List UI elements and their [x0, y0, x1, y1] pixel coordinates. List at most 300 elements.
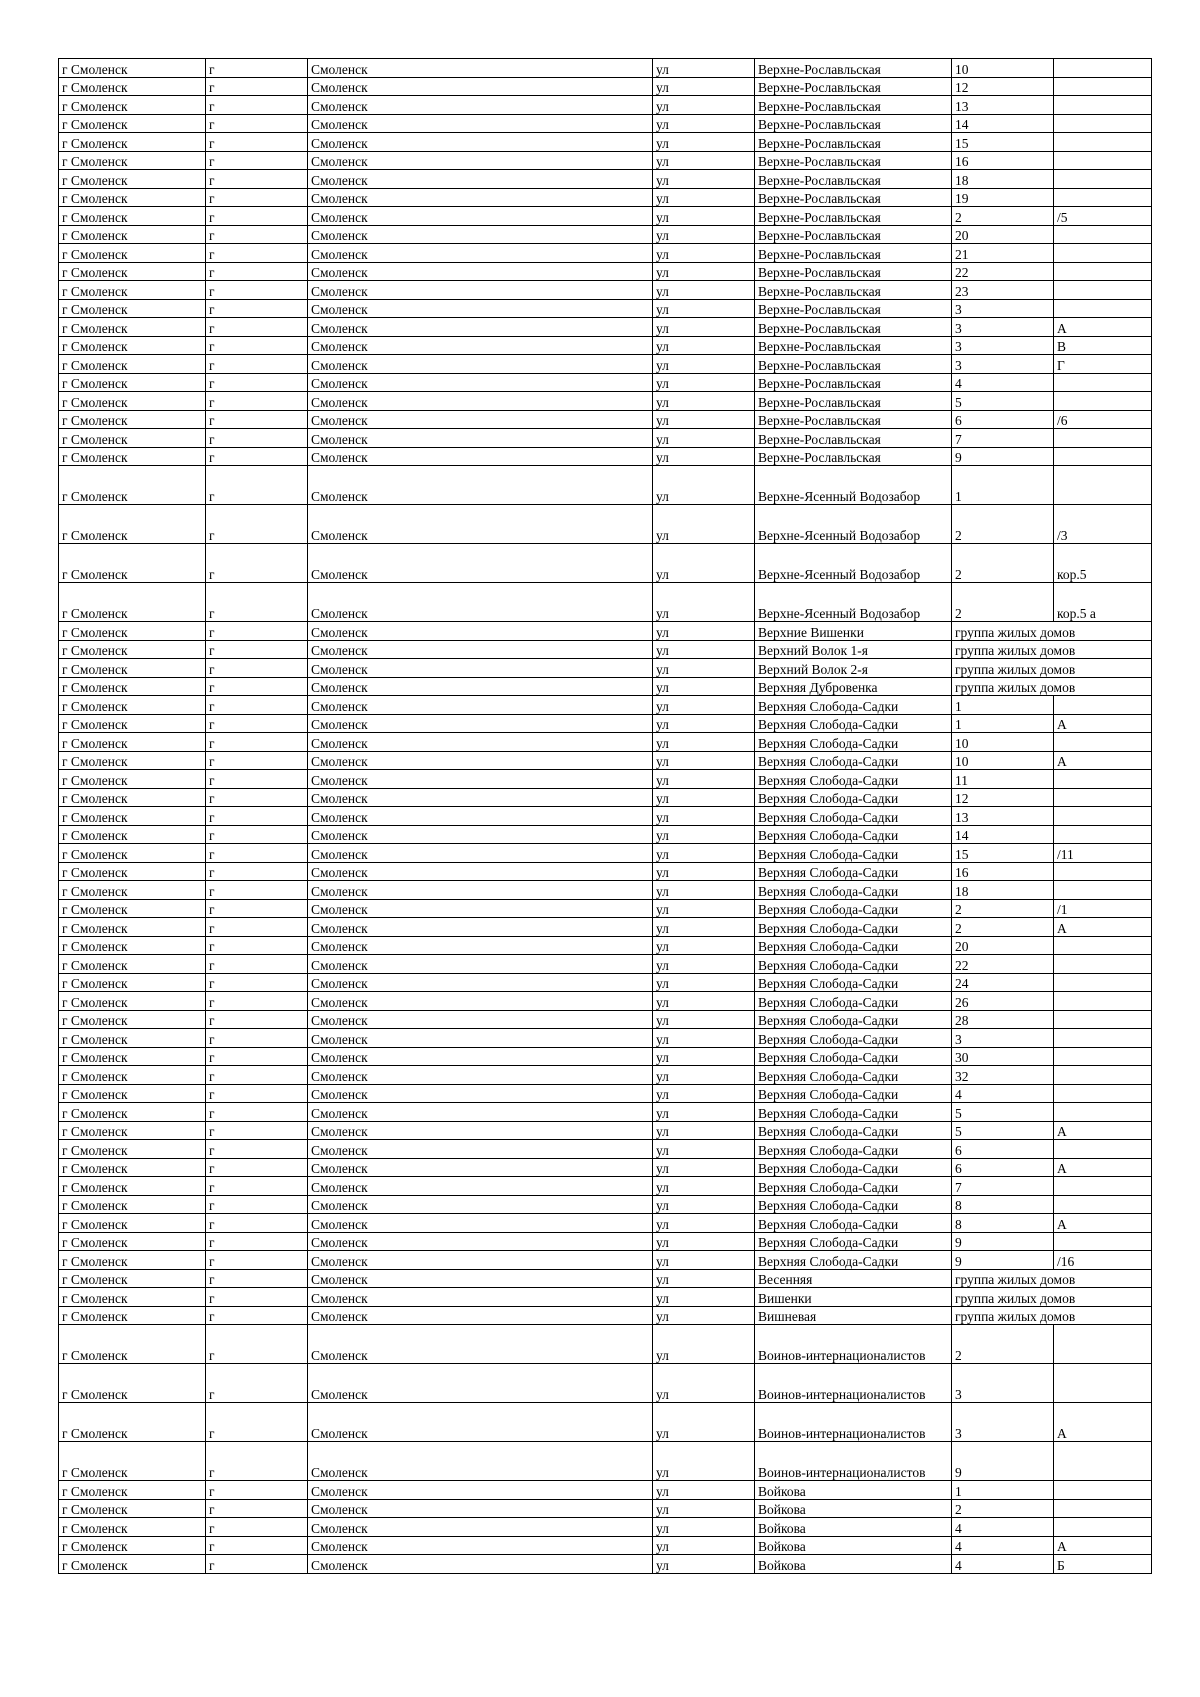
cell-city: Смоленск: [308, 825, 653, 844]
cell-city: Смоленск: [308, 1140, 653, 1159]
cell-region: г Смоленск: [59, 1121, 206, 1140]
cell-city: Смоленск: [308, 622, 653, 641]
cell-type: г: [206, 1140, 308, 1159]
cell-street: Верхне-Рославльская: [755, 59, 952, 78]
cell-city: Смоленск: [308, 1518, 653, 1537]
cell-city: Смоленск: [308, 318, 653, 337]
cell-type: г: [206, 881, 308, 900]
cell-street-type: ул: [653, 973, 755, 992]
cell-region: г Смоленск: [59, 1084, 206, 1103]
cell-house: группа жилых домов: [952, 640, 1152, 659]
cell-house: 12: [952, 788, 1054, 807]
cell-city: Смоленск: [308, 677, 653, 696]
cell-region: г Смоленск: [59, 751, 206, 770]
cell-city: Смоленск: [308, 1066, 653, 1085]
table-row: [59, 844, 1152, 863]
cell-house: 32: [952, 1066, 1054, 1085]
cell-street-type: ул: [653, 677, 755, 696]
cell-city: Смоленск: [308, 899, 653, 918]
cell-city: Смоленск: [308, 696, 653, 715]
cell-extra: [1054, 955, 1152, 974]
table-row: [59, 170, 1152, 189]
cell-extra: А: [1054, 1536, 1152, 1555]
cell-region: г Смоленск: [59, 583, 206, 622]
cell-street: Верхняя Слобода-Садки: [755, 770, 952, 789]
cell-type: г: [206, 151, 308, 170]
cell-extra: [1054, 447, 1152, 466]
cell-city: Смоленск: [308, 583, 653, 622]
cell-extra: /5: [1054, 207, 1152, 226]
cell-house: 15: [952, 133, 1054, 152]
cell-region: г Смоленск: [59, 1306, 206, 1325]
cell-extra: А: [1054, 1403, 1152, 1442]
cell-street-type: ул: [653, 1442, 755, 1481]
cell-city: Смоленск: [308, 1084, 653, 1103]
cell-city: Смоленск: [308, 1177, 653, 1196]
cell-extra: [1054, 1364, 1152, 1403]
cell-house: 19: [952, 188, 1054, 207]
cell-region: г Смоленск: [59, 659, 206, 678]
cell-street: Верхне-Рославльская: [755, 114, 952, 133]
cell-house: 4: [952, 373, 1054, 392]
cell-street-type: ул: [653, 936, 755, 955]
table-row: [59, 751, 1152, 770]
cell-city: Смоленск: [308, 59, 653, 78]
cell-type: г: [206, 788, 308, 807]
cell-extra: А: [1054, 918, 1152, 937]
cell-house: 9: [952, 1232, 1054, 1251]
cell-region: г Смоленск: [59, 770, 206, 789]
cell-house: 3: [952, 1364, 1054, 1403]
cell-extra: [1054, 788, 1152, 807]
cell-type: г: [206, 1364, 308, 1403]
table-row: [59, 770, 1152, 789]
cell-street-type: ул: [653, 1140, 755, 1159]
cell-street-type: ул: [653, 807, 755, 826]
cell-type: г: [206, 1442, 308, 1481]
cell-extra: Б: [1054, 1555, 1152, 1574]
cell-street-type: ул: [653, 207, 755, 226]
cell-region: г Смоленск: [59, 373, 206, 392]
table-row: [59, 544, 1152, 583]
cell-house: 4: [952, 1518, 1054, 1537]
cell-street: Верхне-Рославльская: [755, 318, 952, 337]
cell-city: Смоленск: [308, 659, 653, 678]
cell-type: г: [206, 862, 308, 881]
cell-street: Верхняя Слобода-Садки: [755, 1029, 952, 1048]
cell-house: 2: [952, 505, 1054, 544]
table-row: [59, 1555, 1152, 1574]
cell-region: г Смоленск: [59, 1364, 206, 1403]
cell-extra: [1054, 1010, 1152, 1029]
cell-city: Смоленск: [308, 96, 653, 115]
cell-street: Верхне-Рославльская: [755, 151, 952, 170]
cell-city: Смоленск: [308, 1103, 653, 1122]
cell-street-type: ул: [653, 862, 755, 881]
cell-type: г: [206, 77, 308, 96]
cell-region: г Смоленск: [59, 696, 206, 715]
cell-city: Смоленск: [308, 336, 653, 355]
cell-house: 6: [952, 1140, 1054, 1159]
table-row: [59, 151, 1152, 170]
cell-region: г Смоленск: [59, 1047, 206, 1066]
cell-extra: [1054, 1084, 1152, 1103]
cell-region: г Смоленск: [59, 992, 206, 1011]
cell-region: г Смоленск: [59, 299, 206, 318]
cell-house: 10: [952, 751, 1054, 770]
cell-region: г Смоленск: [59, 244, 206, 263]
cell-type: г: [206, 207, 308, 226]
table-row: [59, 133, 1152, 152]
table-row: [59, 881, 1152, 900]
cell-street: Верхне-Рославльская: [755, 373, 952, 392]
cell-extra: [1054, 1195, 1152, 1214]
cell-region: г Смоленск: [59, 1442, 206, 1481]
cell-extra: А: [1054, 714, 1152, 733]
cell-type: г: [206, 825, 308, 844]
cell-extra: [1054, 825, 1152, 844]
cell-street: Верхне-Рославльская: [755, 96, 952, 115]
cell-street-type: ул: [653, 881, 755, 900]
cell-region: г Смоленск: [59, 96, 206, 115]
cell-type: г: [206, 751, 308, 770]
cell-extra: [1054, 1325, 1152, 1364]
cell-house: 3: [952, 1029, 1054, 1048]
cell-region: г Смоленск: [59, 392, 206, 411]
cell-street-type: ул: [653, 1232, 755, 1251]
cell-type: г: [206, 918, 308, 937]
cell-extra: [1054, 807, 1152, 826]
cell-region: г Смоленск: [59, 881, 206, 900]
cell-type: г: [206, 992, 308, 1011]
cell-region: г Смоленск: [59, 1010, 206, 1029]
cell-street: Верхняя Слобода-Садки: [755, 973, 952, 992]
cell-street: Верхние Вишенки: [755, 622, 952, 641]
cell-extra: Г: [1054, 355, 1152, 374]
cell-house: 7: [952, 429, 1054, 448]
table-row: [59, 862, 1152, 881]
table-row: [59, 77, 1152, 96]
cell-house: 2: [952, 1499, 1054, 1518]
cell-house: 3: [952, 299, 1054, 318]
cell-street: Верхняя Слобода-Садки: [755, 1084, 952, 1103]
cell-street: Верхняя Слобода-Садки: [755, 1103, 952, 1122]
cell-street-type: ул: [653, 1121, 755, 1140]
cell-extra: /11: [1054, 844, 1152, 863]
table-row: [59, 1325, 1152, 1364]
cell-region: г Смоленск: [59, 318, 206, 337]
cell-type: г: [206, 659, 308, 678]
table-row: [59, 677, 1152, 696]
cell-region: г Смоленск: [59, 1140, 206, 1159]
cell-street: Верхний Волок 1-я: [755, 640, 952, 659]
cell-house: 5: [952, 1121, 1054, 1140]
table-row: [59, 1306, 1152, 1325]
cell-street: Верхне-Ясенный Водозабор: [755, 466, 952, 505]
table-row: [59, 429, 1152, 448]
cell-region: г Смоленск: [59, 1269, 206, 1288]
table-row: [59, 244, 1152, 263]
cell-street-type: ул: [653, 992, 755, 1011]
cell-type: г: [206, 544, 308, 583]
table-row: [59, 973, 1152, 992]
cell-street-type: ул: [653, 733, 755, 752]
cell-extra: [1054, 1103, 1152, 1122]
cell-street: Верхняя Слобода-Садки: [755, 1121, 952, 1140]
cell-extra: [1054, 170, 1152, 189]
cell-type: г: [206, 1214, 308, 1233]
cell-house: 14: [952, 825, 1054, 844]
cell-house: 2: [952, 918, 1054, 937]
cell-street: Верхняя Слобода-Садки: [755, 992, 952, 1011]
cell-street-type: ул: [653, 640, 755, 659]
cell-house: 2: [952, 1325, 1054, 1364]
cell-street: Воинов-интернационалистов: [755, 1442, 952, 1481]
table-row: [59, 59, 1152, 78]
cell-house: 26: [952, 992, 1054, 1011]
cell-street: Верхняя Слобода-Садки: [755, 751, 952, 770]
cell-street: Верхняя Слобода-Садки: [755, 714, 952, 733]
cell-type: г: [206, 1481, 308, 1500]
cell-type: г: [206, 281, 308, 300]
table-row: [59, 373, 1152, 392]
cell-type: г: [206, 392, 308, 411]
cell-street-type: ул: [653, 355, 755, 374]
cell-city: Смоленск: [308, 1214, 653, 1233]
cell-extra: [1054, 225, 1152, 244]
cell-street-type: ул: [653, 299, 755, 318]
table-row: [59, 1518, 1152, 1537]
cell-house: 18: [952, 170, 1054, 189]
cell-type: г: [206, 1325, 308, 1364]
cell-street: Верхний Волок 2-я: [755, 659, 952, 678]
cell-street: Верхне-Рославльская: [755, 207, 952, 226]
cell-extra: /1: [1054, 899, 1152, 918]
cell-type: г: [206, 114, 308, 133]
cell-type: г: [206, 714, 308, 733]
cell-region: г Смоленск: [59, 1325, 206, 1364]
cell-street: Верхне-Рославльская: [755, 299, 952, 318]
table-row: [59, 936, 1152, 955]
table-row: [59, 1029, 1152, 1048]
cell-region: г Смоленск: [59, 1536, 206, 1555]
cell-extra: [1054, 1029, 1152, 1048]
cell-type: г: [206, 733, 308, 752]
cell-street-type: ул: [653, 955, 755, 974]
cell-city: Смоленск: [308, 1047, 653, 1066]
cell-region: г Смоленск: [59, 1481, 206, 1500]
cell-street: Верхне-Рославльская: [755, 355, 952, 374]
cell-type: г: [206, 1232, 308, 1251]
table-row: [59, 262, 1152, 281]
cell-house: 14: [952, 114, 1054, 133]
cell-type: г: [206, 1288, 308, 1307]
cell-house: 16: [952, 862, 1054, 881]
cell-street: Войкова: [755, 1555, 952, 1574]
cell-extra: [1054, 696, 1152, 715]
cell-street: Верхняя Слобода-Садки: [755, 788, 952, 807]
table-row: [59, 96, 1152, 115]
cell-house: группа жилых домов: [952, 1269, 1152, 1288]
cell-extra: [1054, 1518, 1152, 1537]
table-row: [59, 622, 1152, 641]
cell-street: Верхне-Ясенный Водозабор: [755, 583, 952, 622]
cell-extra: [1054, 1232, 1152, 1251]
table-row: [59, 466, 1152, 505]
cell-street-type: ул: [653, 1066, 755, 1085]
cell-extra: [1054, 281, 1152, 300]
cell-extra: [1054, 77, 1152, 96]
cell-region: г Смоленск: [59, 1029, 206, 1048]
table-row: [59, 696, 1152, 715]
cell-region: г Смоленск: [59, 622, 206, 641]
cell-street-type: ул: [653, 1499, 755, 1518]
cell-street: Верхняя Слобода-Садки: [755, 696, 952, 715]
table-row: [59, 992, 1152, 1011]
cell-street-type: ул: [653, 1536, 755, 1555]
cell-house: 12: [952, 77, 1054, 96]
cell-street: Верхняя Слобода-Садки: [755, 918, 952, 937]
table-row: [59, 1121, 1152, 1140]
cell-extra: [1054, 466, 1152, 505]
cell-extra: [1054, 936, 1152, 955]
table-row: [59, 955, 1152, 974]
cell-region: г Смоленск: [59, 466, 206, 505]
cell-city: Смоленск: [308, 114, 653, 133]
cell-house: 1: [952, 466, 1054, 505]
cell-type: г: [206, 59, 308, 78]
cell-city: Смоленск: [308, 355, 653, 374]
cell-type: г: [206, 696, 308, 715]
table-row: [59, 659, 1152, 678]
cell-extra: [1054, 373, 1152, 392]
cell-house: 4: [952, 1084, 1054, 1103]
cell-type: г: [206, 1066, 308, 1085]
cell-region: г Смоленск: [59, 899, 206, 918]
cell-house: 13: [952, 96, 1054, 115]
cell-street-type: ул: [653, 244, 755, 263]
cell-region: г Смоленск: [59, 544, 206, 583]
cell-street-type: ул: [653, 1084, 755, 1103]
cell-extra: А: [1054, 318, 1152, 337]
table-row: [59, 1499, 1152, 1518]
table-row: [59, 1232, 1152, 1251]
cell-city: Смоленск: [308, 881, 653, 900]
cell-house: 8: [952, 1195, 1054, 1214]
cell-region: г Смоленск: [59, 733, 206, 752]
cell-type: г: [206, 807, 308, 826]
cell-city: Смоленск: [308, 133, 653, 152]
cell-street: Верхне-Рославльская: [755, 170, 952, 189]
cell-region: г Смоленск: [59, 1195, 206, 1214]
table-row: [59, 447, 1152, 466]
cell-type: г: [206, 936, 308, 955]
cell-type: г: [206, 1121, 308, 1140]
cell-type: г: [206, 622, 308, 641]
cell-type: г: [206, 583, 308, 622]
table-row: [59, 714, 1152, 733]
cell-region: г Смоленск: [59, 677, 206, 696]
cell-street-type: ул: [653, 1251, 755, 1270]
cell-extra: [1054, 1499, 1152, 1518]
cell-house: 3: [952, 355, 1054, 374]
cell-extra: [1054, 1066, 1152, 1085]
cell-region: г Смоленск: [59, 151, 206, 170]
cell-city: Смоленск: [308, 170, 653, 189]
cell-type: г: [206, 1103, 308, 1122]
cell-region: г Смоленск: [59, 1066, 206, 1085]
cell-type: г: [206, 133, 308, 152]
cell-house: 20: [952, 225, 1054, 244]
cell-region: г Смоленск: [59, 429, 206, 448]
cell-street: Верхняя Слобода-Садки: [755, 1010, 952, 1029]
cell-type: г: [206, 355, 308, 374]
cell-street-type: ул: [653, 114, 755, 133]
cell-extra: [1054, 299, 1152, 318]
cell-street-type: ул: [653, 505, 755, 544]
cell-street: Верхняя Слобода-Садки: [755, 862, 952, 881]
cell-house: группа жилых домов: [952, 1288, 1152, 1307]
cell-street: Воинов-интернационалистов: [755, 1403, 952, 1442]
cell-street-type: ул: [653, 1177, 755, 1196]
cell-street-type: ул: [653, 770, 755, 789]
cell-city: Смоленск: [308, 1403, 653, 1442]
cell-extra: /6: [1054, 410, 1152, 429]
table-row: [59, 1214, 1152, 1233]
cell-street-type: ул: [653, 1269, 755, 1288]
cell-city: Смоленск: [308, 207, 653, 226]
cell-region: г Смоленск: [59, 1288, 206, 1307]
cell-type: г: [206, 1518, 308, 1537]
cell-house: 2: [952, 899, 1054, 918]
cell-house: 5: [952, 392, 1054, 411]
cell-extra: [1054, 262, 1152, 281]
cell-region: г Смоленск: [59, 1499, 206, 1518]
cell-street-type: ул: [653, 544, 755, 583]
cell-house: 18: [952, 881, 1054, 900]
cell-street-type: ул: [653, 1481, 755, 1500]
cell-street: Войкова: [755, 1499, 952, 1518]
cell-house: 5: [952, 1103, 1054, 1122]
cell-type: г: [206, 429, 308, 448]
cell-extra: [1054, 770, 1152, 789]
table-row: [59, 1403, 1152, 1442]
cell-street: Верхняя Слобода-Садки: [755, 899, 952, 918]
cell-street: Верхняя Слобода-Садки: [755, 1140, 952, 1159]
cell-city: Смоленск: [308, 544, 653, 583]
cell-region: г Смоленск: [59, 355, 206, 374]
table-row: [59, 1269, 1152, 1288]
cell-street: Верхне-Рославльская: [755, 133, 952, 152]
cell-city: Смоленск: [308, 751, 653, 770]
cell-house: 7: [952, 1177, 1054, 1196]
cell-city: Смоленск: [308, 955, 653, 974]
cell-street: Верхне-Ясенный Водозабор: [755, 544, 952, 583]
cell-region: г Смоленск: [59, 262, 206, 281]
cell-city: Смоленск: [308, 1121, 653, 1140]
cell-city: Смоленск: [308, 151, 653, 170]
cell-type: г: [206, 1010, 308, 1029]
cell-city: Смоленск: [308, 973, 653, 992]
cell-house: 30: [952, 1047, 1054, 1066]
cell-type: г: [206, 170, 308, 189]
cell-extra: [1054, 733, 1152, 752]
cell-street-type: ул: [653, 1306, 755, 1325]
cell-region: г Смоленск: [59, 714, 206, 733]
cell-street-type: ул: [653, 429, 755, 448]
cell-house: 28: [952, 1010, 1054, 1029]
table-row: [59, 640, 1152, 659]
